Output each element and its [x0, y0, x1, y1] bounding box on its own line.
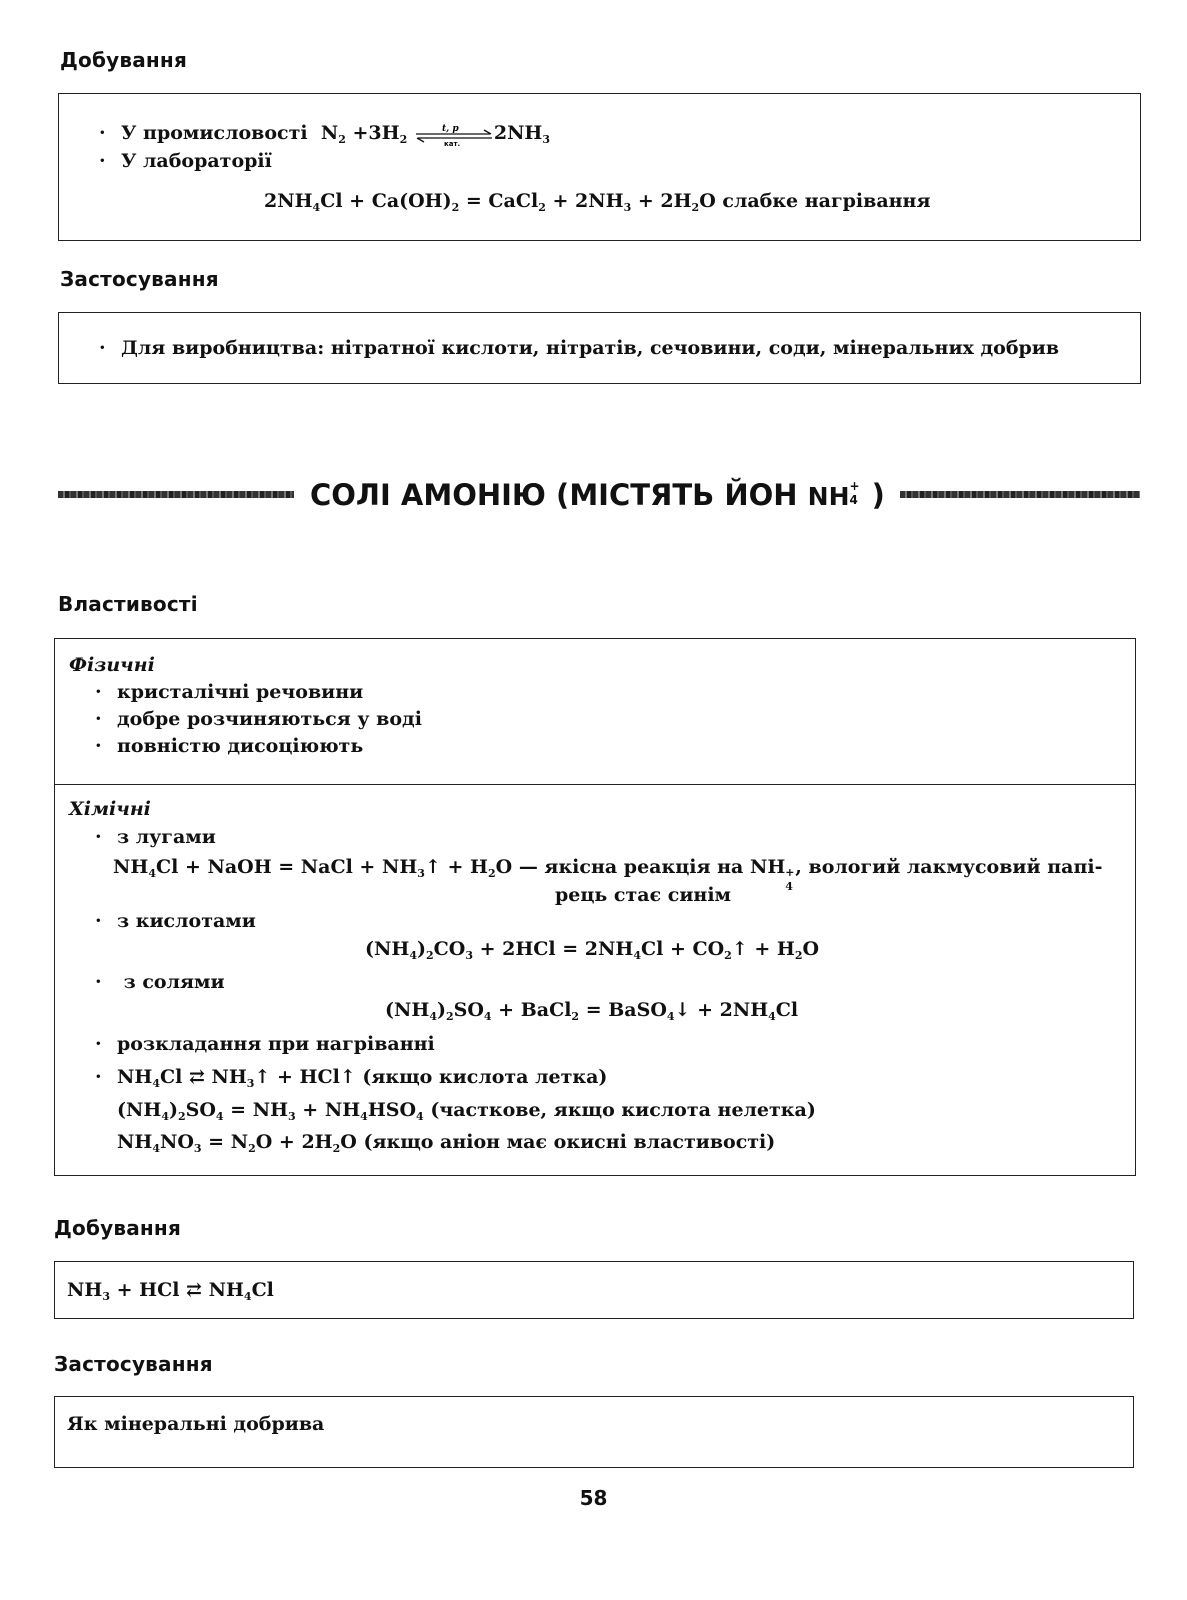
- chem-item-salts: · з солями: [95, 971, 225, 993]
- page-number: 58: [579, 1486, 608, 1510]
- physical-item: · повністю дисоціюють: [95, 735, 364, 757]
- application-text-2: Як мінеральні добрива: [67, 1413, 325, 1435]
- lab-equation: $2NH_4Cl + Ca(OH)_2$ = CaCl$_2$ + $2NH_3 + 2H_2O$ слабке нагрівання: [264, 190, 931, 214]
- decomposition-eq-3: $NH_4NO_3 = N_2O + 2H_2O$ (якщо аніон має окисні властивості): [117, 1131, 776, 1155]
- production-box: [58, 93, 1141, 241]
- alkali-note-cont: рець стає синім: [555, 884, 732, 906]
- ammonium-chloride-equation: $NH_3$ + HCl ⇄ $NH_4Cl$: [67, 1279, 274, 1303]
- industry-equation: $N_2 +3H_2$ t, p кат. $2NH_3$: [320, 122, 551, 146]
- bullet: ·: [99, 122, 106, 144]
- title-rule-left: [58, 491, 294, 498]
- equilibrium-arrow-icon: [414, 124, 494, 144]
- bullet: ·: [99, 150, 106, 172]
- properties-heading: Властивості: [58, 592, 198, 616]
- physical-label: Фізичні: [69, 654, 155, 676]
- chem-item-acids: · з кислотами: [95, 910, 256, 932]
- physical-item: · добре розчиняються у воді: [95, 708, 422, 730]
- acid-equation: $(NH_4)_2CO_3 + 2HCl = 2NH_4Cl$ + $CO_2↑ + H_2O$: [365, 938, 820, 962]
- industry-line: · У промисловості $N_2 +3H_2$ t, p кат. $2NH_3$: [99, 122, 551, 146]
- divider: [55, 784, 1135, 785]
- lab-line: · У лабораторії: [99, 148, 272, 175]
- title-rule-right: [900, 491, 1140, 498]
- physical-item: · кристалічні речовини: [95, 681, 364, 703]
- condition-bottom: кат.: [443, 140, 461, 146]
- application-heading-2: Застосування: [54, 1352, 213, 1376]
- chem-item-alkali: · з лугами: [95, 826, 216, 848]
- section-title-text: СОЛІ АМОНІЮ (МІСТЯТЬ ЙОН NH + 4 ): [310, 478, 885, 512]
- application-heading: Застосування: [60, 267, 219, 291]
- application-line: · Для виробництва: нітратної кислоти, нітратів, сечовини, соди, мінеральних добрив: [99, 337, 1060, 359]
- condition-top: t, p: [441, 124, 459, 134]
- section-title: [0, 478, 1187, 518]
- production-heading-2: Добування: [54, 1216, 181, 1240]
- alkali-equation: $NH_4Cl$ + NaOH = NaCl + $NH_3↑ + H_2O$ — якісна реакція на NH + 4 , вологий лакмусовий папі-: [113, 856, 1103, 893]
- decomposition-eq-2: $(NH_4)_2SO_4 = NH_3 + NH_4HSO_4$ (часткове, якщо кислота нелетка): [117, 1099, 816, 1123]
- production-heading: Добування: [60, 48, 187, 72]
- ammonium-ion: NH + 4: [807, 479, 860, 511]
- salt-equation: $(NH_4)_2SO_4$ + BaCl$_2$ = BaSO$_4$↓ + $2NH_4Cl$: [385, 999, 799, 1023]
- application-box: [58, 312, 1141, 384]
- properties-box: [54, 638, 1136, 1176]
- production-box-2: [54, 1261, 1134, 1319]
- chem-item-decomposition: · розкладання при нагріванні: [95, 1033, 435, 1055]
- application-box-2: [54, 1396, 1134, 1468]
- chemical-label: Хімічні: [69, 798, 151, 820]
- decomposition-eq-1: · $NH_4Cl$ ⇄ $NH_3↑$ + HCl↑ (якщо кислота летка): [95, 1066, 608, 1090]
